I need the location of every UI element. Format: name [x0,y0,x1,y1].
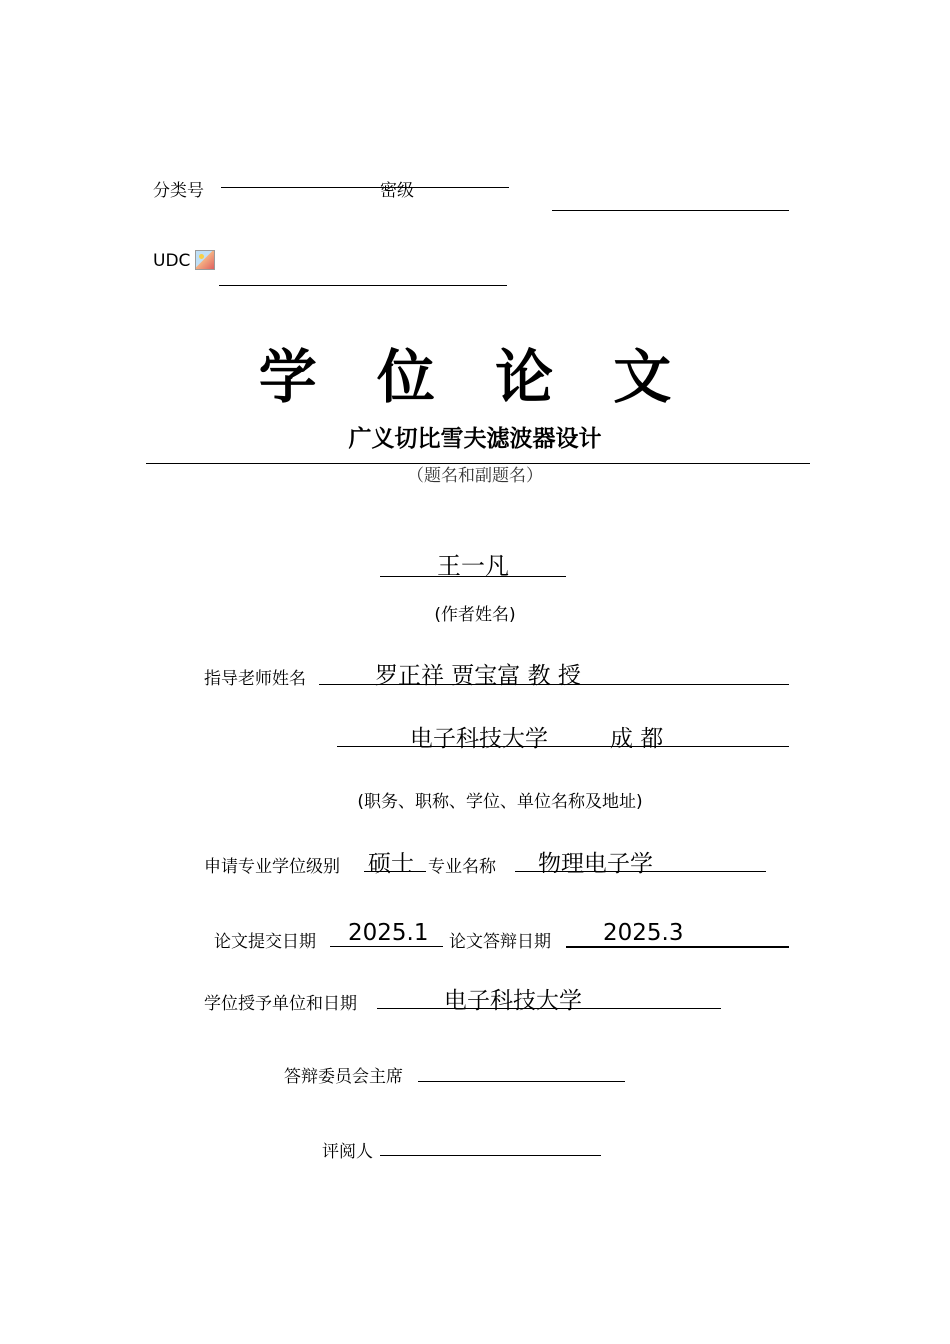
advisor-names: 罗正祥 贾宝富 教 授 [375,663,581,689]
reviewer-line [380,1155,601,1156]
udc-label: UDC [153,251,191,271]
author-name: 王一凡 [437,552,509,580]
reviewer-label: 评阅人 [322,1142,373,1162]
grant-line [377,1008,721,1009]
secret-level-label: 密级 [380,181,414,201]
advisor-city: 成 都 [610,726,664,752]
broken-image-icon [195,250,215,270]
major-name: 物理电子学 [538,851,653,877]
affiliation-line [337,746,789,747]
submit-date: 2025.1 [348,920,429,946]
major-line [515,871,766,872]
advisor-label: 指导老师姓名 [204,669,306,689]
advisor-line [319,684,789,685]
udc-line [219,285,507,286]
grant-label: 学位授予单位和日期 [204,994,357,1014]
affiliation-note: (职务、职称、学位、单位名称及地址) [357,792,643,812]
defense-date-label: 论文答辩日期 [449,932,551,952]
class-number-line [221,187,509,188]
degree-level-label: 申请专业学位级别 [204,857,340,877]
degree-level: 硕士 [368,851,414,877]
thesis-title-note: （题名和副题名） [407,466,543,486]
secret-level-line [552,210,789,211]
major-label: 专业名称 [428,857,496,877]
grant-value: 电子科技大学 [444,988,582,1014]
submit-date-line [330,946,443,947]
committee-chair-line [418,1081,625,1082]
author-note: (作者姓名) [434,605,516,625]
thesis-title: 广义切比雪夫滤波器设计 [348,425,602,452]
document-title: 学 位 论 文 [258,343,692,411]
author-name-line [380,576,566,577]
degree-level-line [364,871,426,872]
committee-chair-label: 答辩委员会主席 [284,1067,403,1087]
defense-date: 2025.3 [603,920,684,946]
advisor-affiliation: 电子科技大学 [410,726,548,752]
submit-date-label: 论文提交日期 [214,932,316,952]
defense-date-line [566,946,789,948]
class-number-label: 分类号 [153,181,204,201]
